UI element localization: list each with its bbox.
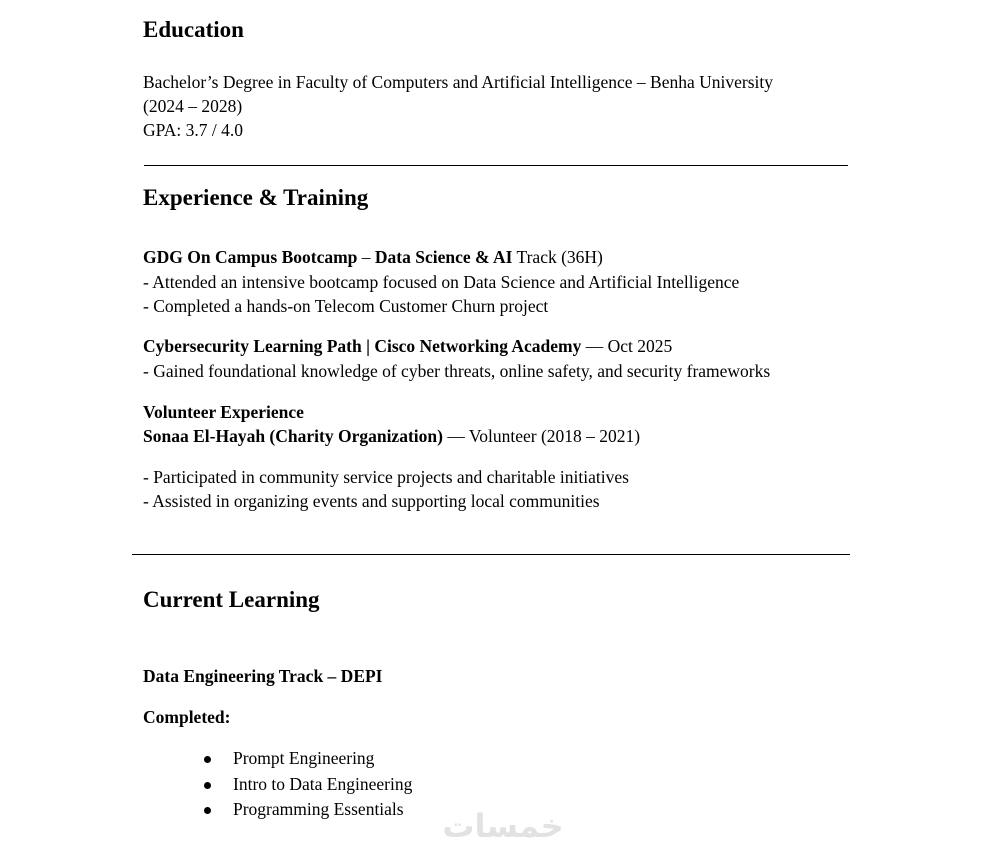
list-item: Programming Essentials [143, 797, 412, 823]
completed-list [143, 746, 412, 823]
gdg-title-org: GDG On Campus Bootcamp [143, 247, 358, 267]
section-divider [144, 165, 848, 166]
education-degree: Bachelor’s Degree in Faculty of Computers and Artificial Intelligence – Benha University [143, 72, 773, 92]
education-heading: Education [143, 17, 244, 42]
volunteer-org [143, 424, 640, 448]
volunteer-label: Volunteer Experience [143, 402, 304, 422]
gdg-bullet: - Completed a hands-on Telecom Customer Churn project [143, 296, 549, 316]
list-item: Intro to Data Engineering [143, 772, 412, 798]
gdg-title-track: Data Science & AI [374, 247, 513, 267]
section-divider [132, 554, 850, 555]
volunteer-bullet: - Assisted in organizing events and supporting local communities [143, 491, 600, 511]
cyber-title [143, 334, 672, 358]
cyber-title-rest: — Oct 2025 [581, 336, 673, 356]
watermark-logo: خمسات [442, 807, 564, 845]
cyber-title-org: Cybersecurity Learning Path | Cisco Networking Academy [143, 336, 582, 356]
gdg-title [143, 245, 603, 269]
learning-heading: Current Learning [143, 587, 320, 612]
education-gpa: GPA: 3.7 / 4.0 [143, 120, 244, 140]
education-years: (2024 – 2028) [143, 96, 243, 116]
gdg-title-rest: Track (36H) [512, 247, 603, 267]
volunteer-bullet: - Participated in community service projects and charitable initiatives [143, 467, 629, 487]
volunteer-org-rest: — Volunteer (2018 – 2021) [442, 426, 641, 446]
volunteer-org-name: Sonaa El-Hayah (Charity Organization) [143, 426, 443, 446]
list-item: Prompt Engineering [143, 746, 412, 772]
learning-track: Data Engineering Track – DEPI [143, 666, 383, 686]
gdg-bullet: - Attended an intensive bootcamp focused on Data Science and Artificial Intelligence [143, 272, 740, 292]
experience-heading: Experience & Training [143, 185, 369, 210]
completed-label: Completed: [143, 707, 231, 727]
gdg-title-sep: – [357, 247, 375, 267]
cyber-bullet: - Gained foundational knowledge of cyber threats, online safety, and security frameworks [143, 361, 771, 381]
